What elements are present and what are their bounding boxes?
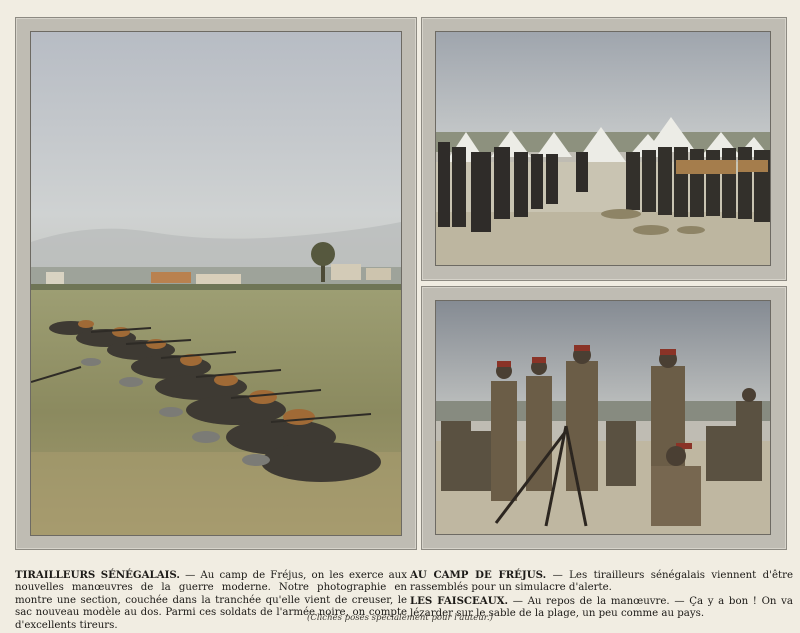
- caption-right-bottom-text: — Au repos de la manœuvre. — Ça y a bon ! On va lézarder sur le sable de la plage, un peu comme au pays.: [410, 595, 793, 620]
- photo-faisceaux: [435, 300, 771, 535]
- caption-right-top-heading: AU CAMP DE FRÉJUS.: [410, 569, 547, 581]
- photo-credit: (Clichés posés spécialement pour l'auteur.): [307, 613, 493, 623]
- photo-tirailleurs-trench: [30, 31, 402, 536]
- caption-right-bottom-heading: LES FAISCEAUX.: [410, 594, 509, 607]
- caption-left-text: — Au camp de Fréjus, on les exerce aux nouvelles manœuvres de la guerre moderne. Notre photographie en montre une section, couchée dans la tranchée qu'elle vient de creuser, le sac nouveau modèle au dos. Parmi ces soldats de l'armée noire, on compte d'excellents tireurs.: [15, 570, 407, 631]
- photo-tirailleurs-trench-image: [31, 32, 401, 535]
- photo-camp-frejus: [435, 31, 771, 266]
- photo-camp-frejus-image: [436, 32, 770, 265]
- photo-faisceaux-image: [436, 301, 770, 534]
- caption-right-top: [410, 569, 793, 595]
- caption-right-top-text: — Les tirailleurs sénégalais viennent d'être rassemblés pour un simulacre d'alerte.: [410, 570, 793, 594]
- caption-left-heading: TIRAILLEURS SÉNÉGALAIS.: [15, 569, 180, 581]
